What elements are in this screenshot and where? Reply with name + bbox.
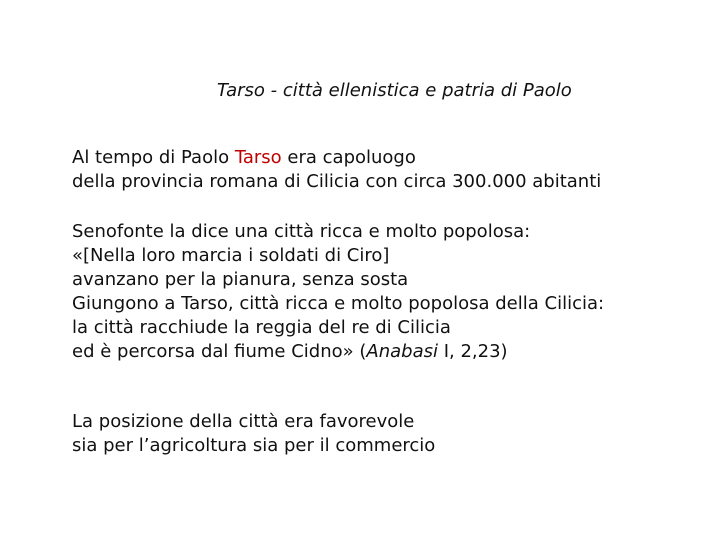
quote-line-6-prefix: ed è percorsa dal fiume Cidno» ( (72, 341, 367, 362)
work-title-anabasi: Anabasi (366, 341, 438, 362)
highlight-tarso: Tarso (234, 147, 282, 168)
paragraph-quote (72, 220, 604, 364)
quote-line-4: Giungono a Tarso, città ricca e molto popolosa della Cilicia: (72, 293, 605, 314)
quote-line-6-suffix: I, 2,23) (437, 341, 508, 362)
position-line-2: sia per l’agricoltura sia per il commercio (72, 435, 436, 456)
paragraph-position (72, 410, 435, 458)
quote-line-1: Senofonte la dice una città ricca e molto popolosa: (72, 221, 531, 242)
paragraph-intro (72, 146, 601, 194)
intro-line-1-suffix: era capoluogo (281, 147, 416, 168)
position-line-1: La posizione della città era favorevole (72, 411, 415, 432)
intro-line-1-prefix: Al tempo di Paolo (72, 147, 235, 168)
quote-line-2: «[Nella loro marcia i soldati di Ciro] (72, 245, 390, 266)
quote-line-3: avanzano per la pianura, senza sosta (72, 269, 409, 290)
quote-line-6 (72, 340, 604, 364)
intro-line-1 (72, 146, 601, 170)
slide-title: Tarso - città ellenistica e patria di Paolo (217, 80, 572, 101)
quote-line-5: la città racchiude la reggia del re di Cilicia (72, 317, 451, 338)
intro-line-2: della provincia romana di Cilicia con circa 300.000 abitanti (72, 171, 602, 192)
